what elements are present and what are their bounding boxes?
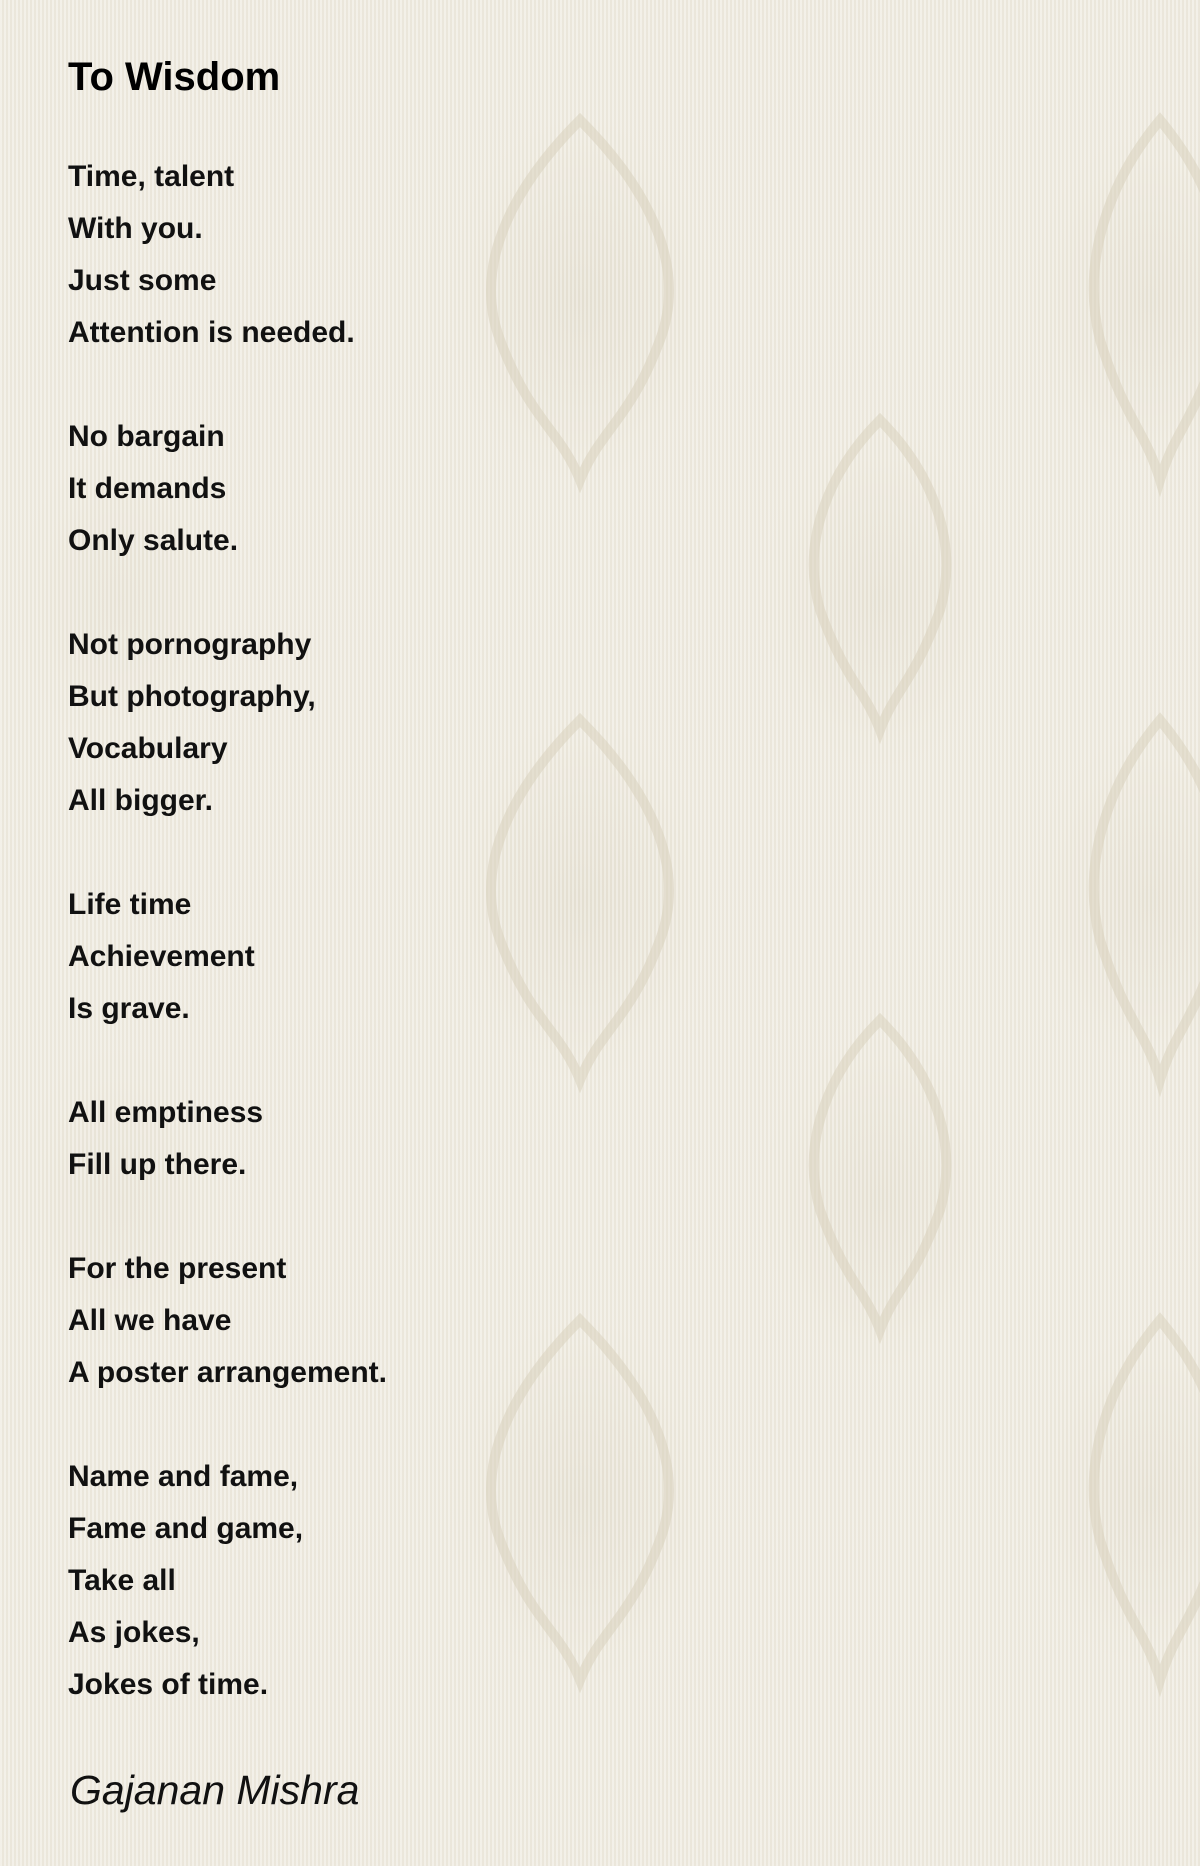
- poem-line: With you.: [68, 212, 203, 245]
- poem-stanza: [68, 1451, 1148, 1711]
- poem-line: No bargain: [68, 420, 225, 453]
- poem-line: It demands: [68, 472, 227, 505]
- poem-stanza: [68, 879, 1148, 1035]
- poem-line: Achievement: [68, 940, 255, 973]
- poem-stanza: [68, 1087, 1148, 1191]
- poem-line: Only salute.: [68, 524, 239, 557]
- poem-container: [68, 50, 1148, 1763]
- poem-line: Fame and game,: [68, 1512, 304, 1545]
- poem-line: Life time: [68, 888, 192, 921]
- poem-line: Name and fame,: [68, 1460, 299, 1493]
- poem-line: Jokes of time.: [68, 1668, 269, 1701]
- poem-line: Just some: [68, 264, 217, 297]
- poem-line: Take all: [68, 1564, 176, 1597]
- poem-line: For the present: [68, 1252, 287, 1285]
- poem-line: Not pornography: [68, 628, 312, 661]
- poem-line: All we have: [68, 1304, 232, 1337]
- poem-title: To Wisdom: [68, 55, 281, 99]
- poem-line: Time, talent: [68, 160, 235, 193]
- poem-author: Gajanan Mishra: [70, 1767, 360, 1813]
- poem-stanza: [68, 411, 1148, 567]
- poem-line: Is grave.: [68, 992, 190, 1025]
- poem-line: Vocabulary: [68, 732, 228, 765]
- poem-line: Fill up there.: [68, 1148, 247, 1181]
- poem-body: [68, 151, 1148, 1711]
- poem-line: But photography,: [68, 680, 316, 713]
- poem-stanza: [68, 1243, 1148, 1399]
- poem-line: All bigger.: [68, 784, 214, 817]
- poem-line: All emptiness: [68, 1096, 264, 1129]
- poem-line: Attention is needed.: [68, 316, 355, 349]
- poem-stanza: [68, 619, 1148, 827]
- poem-line: A poster arrangement.: [68, 1356, 387, 1389]
- poem-stanza: [68, 151, 1148, 359]
- poem-line: As jokes,: [68, 1616, 200, 1649]
